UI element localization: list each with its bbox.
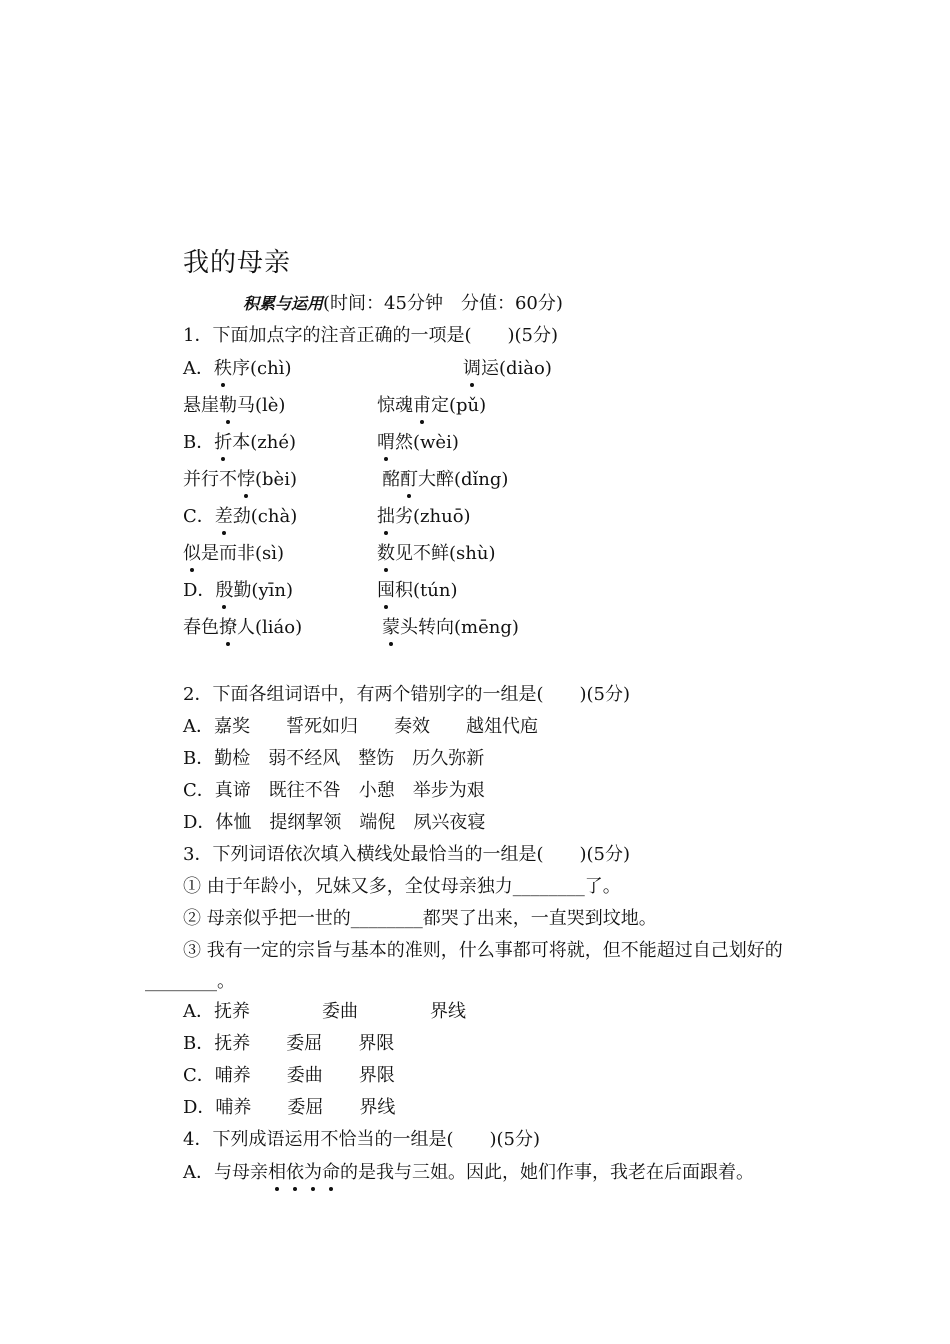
q4-option-a: A．与母亲相依为命的是我与三姐。因此，她们作事，我老在后面跟着。: [183, 1162, 754, 1183]
question-2-stem: 2．下面各组词语中，有两个错别字的一组是( )(5分): [183, 684, 630, 705]
q3-option-d: D．哺养 委屈 界线: [183, 1097, 396, 1118]
q1-option-b-item-1: B．折本(zhé): [183, 432, 297, 453]
page-title: 我的母亲: [183, 248, 292, 278]
q2-option-b: B．勤检 弱不经风 整饬 历久弥新: [183, 748, 485, 769]
q3-sentence-1: ① 由于年龄小，兄妹又多，全仗母亲独力________了。: [183, 876, 621, 897]
q3-sentence-3: ③ 我有一定的宗旨与基本的准则，什么事都可将就，但不能超过自己划好的: [183, 940, 783, 961]
q1-option-a-item-1: A．秩序(chì): [183, 358, 292, 379]
q1-option-c-item-1: C．差劲(chà): [183, 506, 298, 527]
q3-option-b: B．抚养 委屈 界限: [183, 1033, 395, 1054]
q1-option-b-item-3: 并行不悖(bèi): [183, 469, 297, 490]
q1-option-b-item-2: 喟然(wèi): [377, 432, 459, 453]
q3-sentence-3-blank: ________。: [145, 971, 235, 992]
subtitle: [243, 292, 563, 316]
q1-option-d-item-1: D．殷勤(yīn): [183, 580, 294, 601]
q1-option-a-item-4: 惊魂甫定(pǔ): [377, 395, 487, 416]
q1-option-d-item-4: 蒙头转向(mēng): [382, 617, 519, 638]
q1-option-a-item-3: 悬崖勒马(lè): [183, 395, 286, 416]
q2-option-a: A．嘉奖 誓死如归 奏效 越俎代庖: [183, 716, 538, 737]
q1-option-b-item-4: 酩酊大醉(dǐng): [382, 469, 509, 490]
question-4-stem: 4．下列成语运用不恰当的一组是( )(5分): [183, 1129, 540, 1150]
subtitle-label: 积累与运用: [243, 294, 324, 313]
subtitle-info: (时间：45分钟 分值：60分): [323, 293, 563, 314]
q1-option-c-item-4: 数见不鲜(shù): [377, 543, 496, 564]
q1-option-d-item-2: 囤积(tún): [377, 580, 458, 601]
question-3-stem: 3．下列词语依次填入横线处最恰当的一组是( )(5分): [183, 844, 630, 865]
q3-option-a: A．抚养 委曲 界线: [183, 1001, 466, 1022]
q1-option-a-item-2: 调运(diào): [463, 358, 552, 379]
question-1-stem: 1．下面加点字的注音正确的一项是( )(5分): [183, 325, 558, 346]
q2-option-d: D．体恤 提纲挈领 端倪 夙兴夜寝: [183, 812, 486, 833]
q1-option-c-item-2: 拙劣(zhuō): [377, 506, 471, 527]
q3-option-c: C．哺养 委曲 界限: [183, 1065, 395, 1086]
q1-option-c-item-3: 似是而非(sì): [183, 543, 285, 564]
q2-option-c: C．真谛 既往不咎 小憩 举步为艰: [183, 780, 485, 801]
q1-option-d-item-3: 春色撩人(liáo): [183, 617, 303, 638]
q3-sentence-2: ② 母亲似乎把一世的________都哭了出来，一直哭到坟地。: [183, 908, 657, 929]
